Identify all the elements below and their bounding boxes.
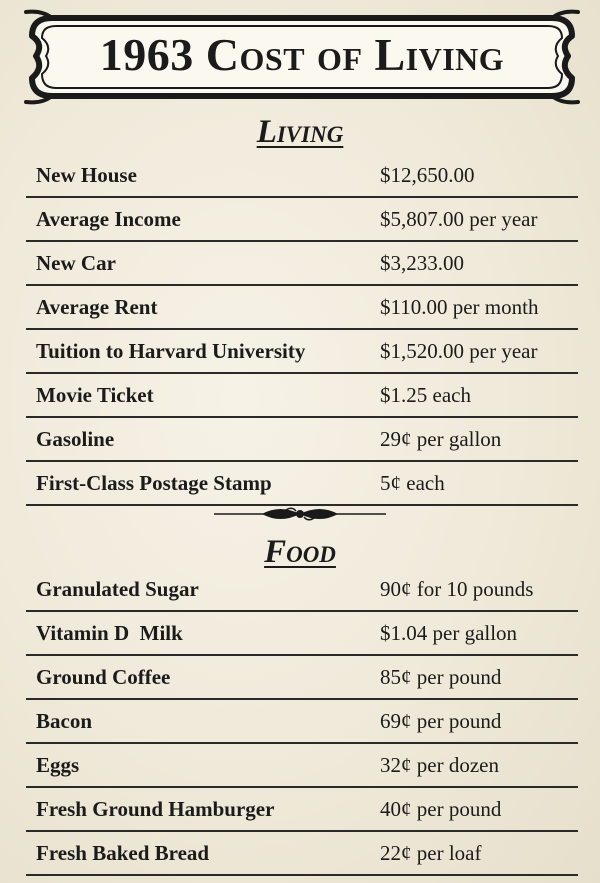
item-price: 5¢ each <box>380 470 445 495</box>
item-price: 40¢ per pound <box>380 796 502 821</box>
table-row <box>26 286 578 330</box>
item-name: New Car <box>36 250 116 275</box>
item-name: Average Income <box>36 206 181 231</box>
item-name: Fresh Ground Hamburger <box>36 796 275 821</box>
item-name: Bacon <box>36 708 93 733</box>
table-row <box>26 374 578 418</box>
item-name: Average Rent <box>36 294 158 319</box>
item-price: 22¢ per loaf <box>380 840 482 865</box>
item-price: 90¢ for 10 pounds <box>380 576 534 601</box>
title-banner <box>22 6 582 108</box>
table-row <box>26 154 578 198</box>
item-price: 29¢ per gallon <box>380 426 502 451</box>
item-name: Gasoline <box>36 426 115 451</box>
flourish-icon <box>210 502 390 526</box>
item-name: Ground Coffee <box>36 664 171 689</box>
table-row <box>26 700 578 744</box>
item-price: $1.25 each <box>380 382 471 407</box>
item-name: New House <box>36 162 137 187</box>
food-table <box>26 568 578 876</box>
item-name: Tuition to Harvard University <box>36 338 306 363</box>
table-row <box>26 656 578 700</box>
item-price: $12,650.00 <box>380 162 475 187</box>
table-row <box>26 418 578 462</box>
item-name: Fresh Baked Bread <box>36 840 210 865</box>
table-row <box>26 568 578 612</box>
table-row <box>26 612 578 656</box>
item-price: $1.04 per gallon <box>380 620 518 645</box>
ornament-divider <box>210 502 390 531</box>
section-heading-food: Food <box>264 534 336 570</box>
item-name: Movie Ticket <box>36 382 154 407</box>
section-heading-living: Living <box>256 114 344 150</box>
living-table <box>26 154 578 506</box>
item-price: 85¢ per pound <box>380 664 502 689</box>
page-title: 1963 Cost of Living <box>99 29 505 80</box>
table-row <box>26 832 578 876</box>
item-name: Vitamin D Milk <box>36 620 183 645</box>
item-price: $3,233.00 <box>380 250 464 275</box>
table-row <box>26 242 578 286</box>
table-row <box>26 462 578 506</box>
table-row <box>26 744 578 788</box>
item-price: 69¢ per pound <box>380 708 502 733</box>
item-name: First-Class Postage Stamp <box>36 470 272 495</box>
table-row <box>26 198 578 242</box>
item-name: Granulated Sugar <box>36 576 199 601</box>
table-row <box>26 788 578 832</box>
table-row <box>26 330 578 374</box>
item-price: $1,520.00 per year <box>380 338 538 363</box>
item-price: 32¢ per dozen <box>380 752 499 777</box>
item-price: $110.00 per month <box>380 294 539 319</box>
item-name: Eggs <box>36 752 80 777</box>
item-price: $5,807.00 per year <box>380 206 538 231</box>
